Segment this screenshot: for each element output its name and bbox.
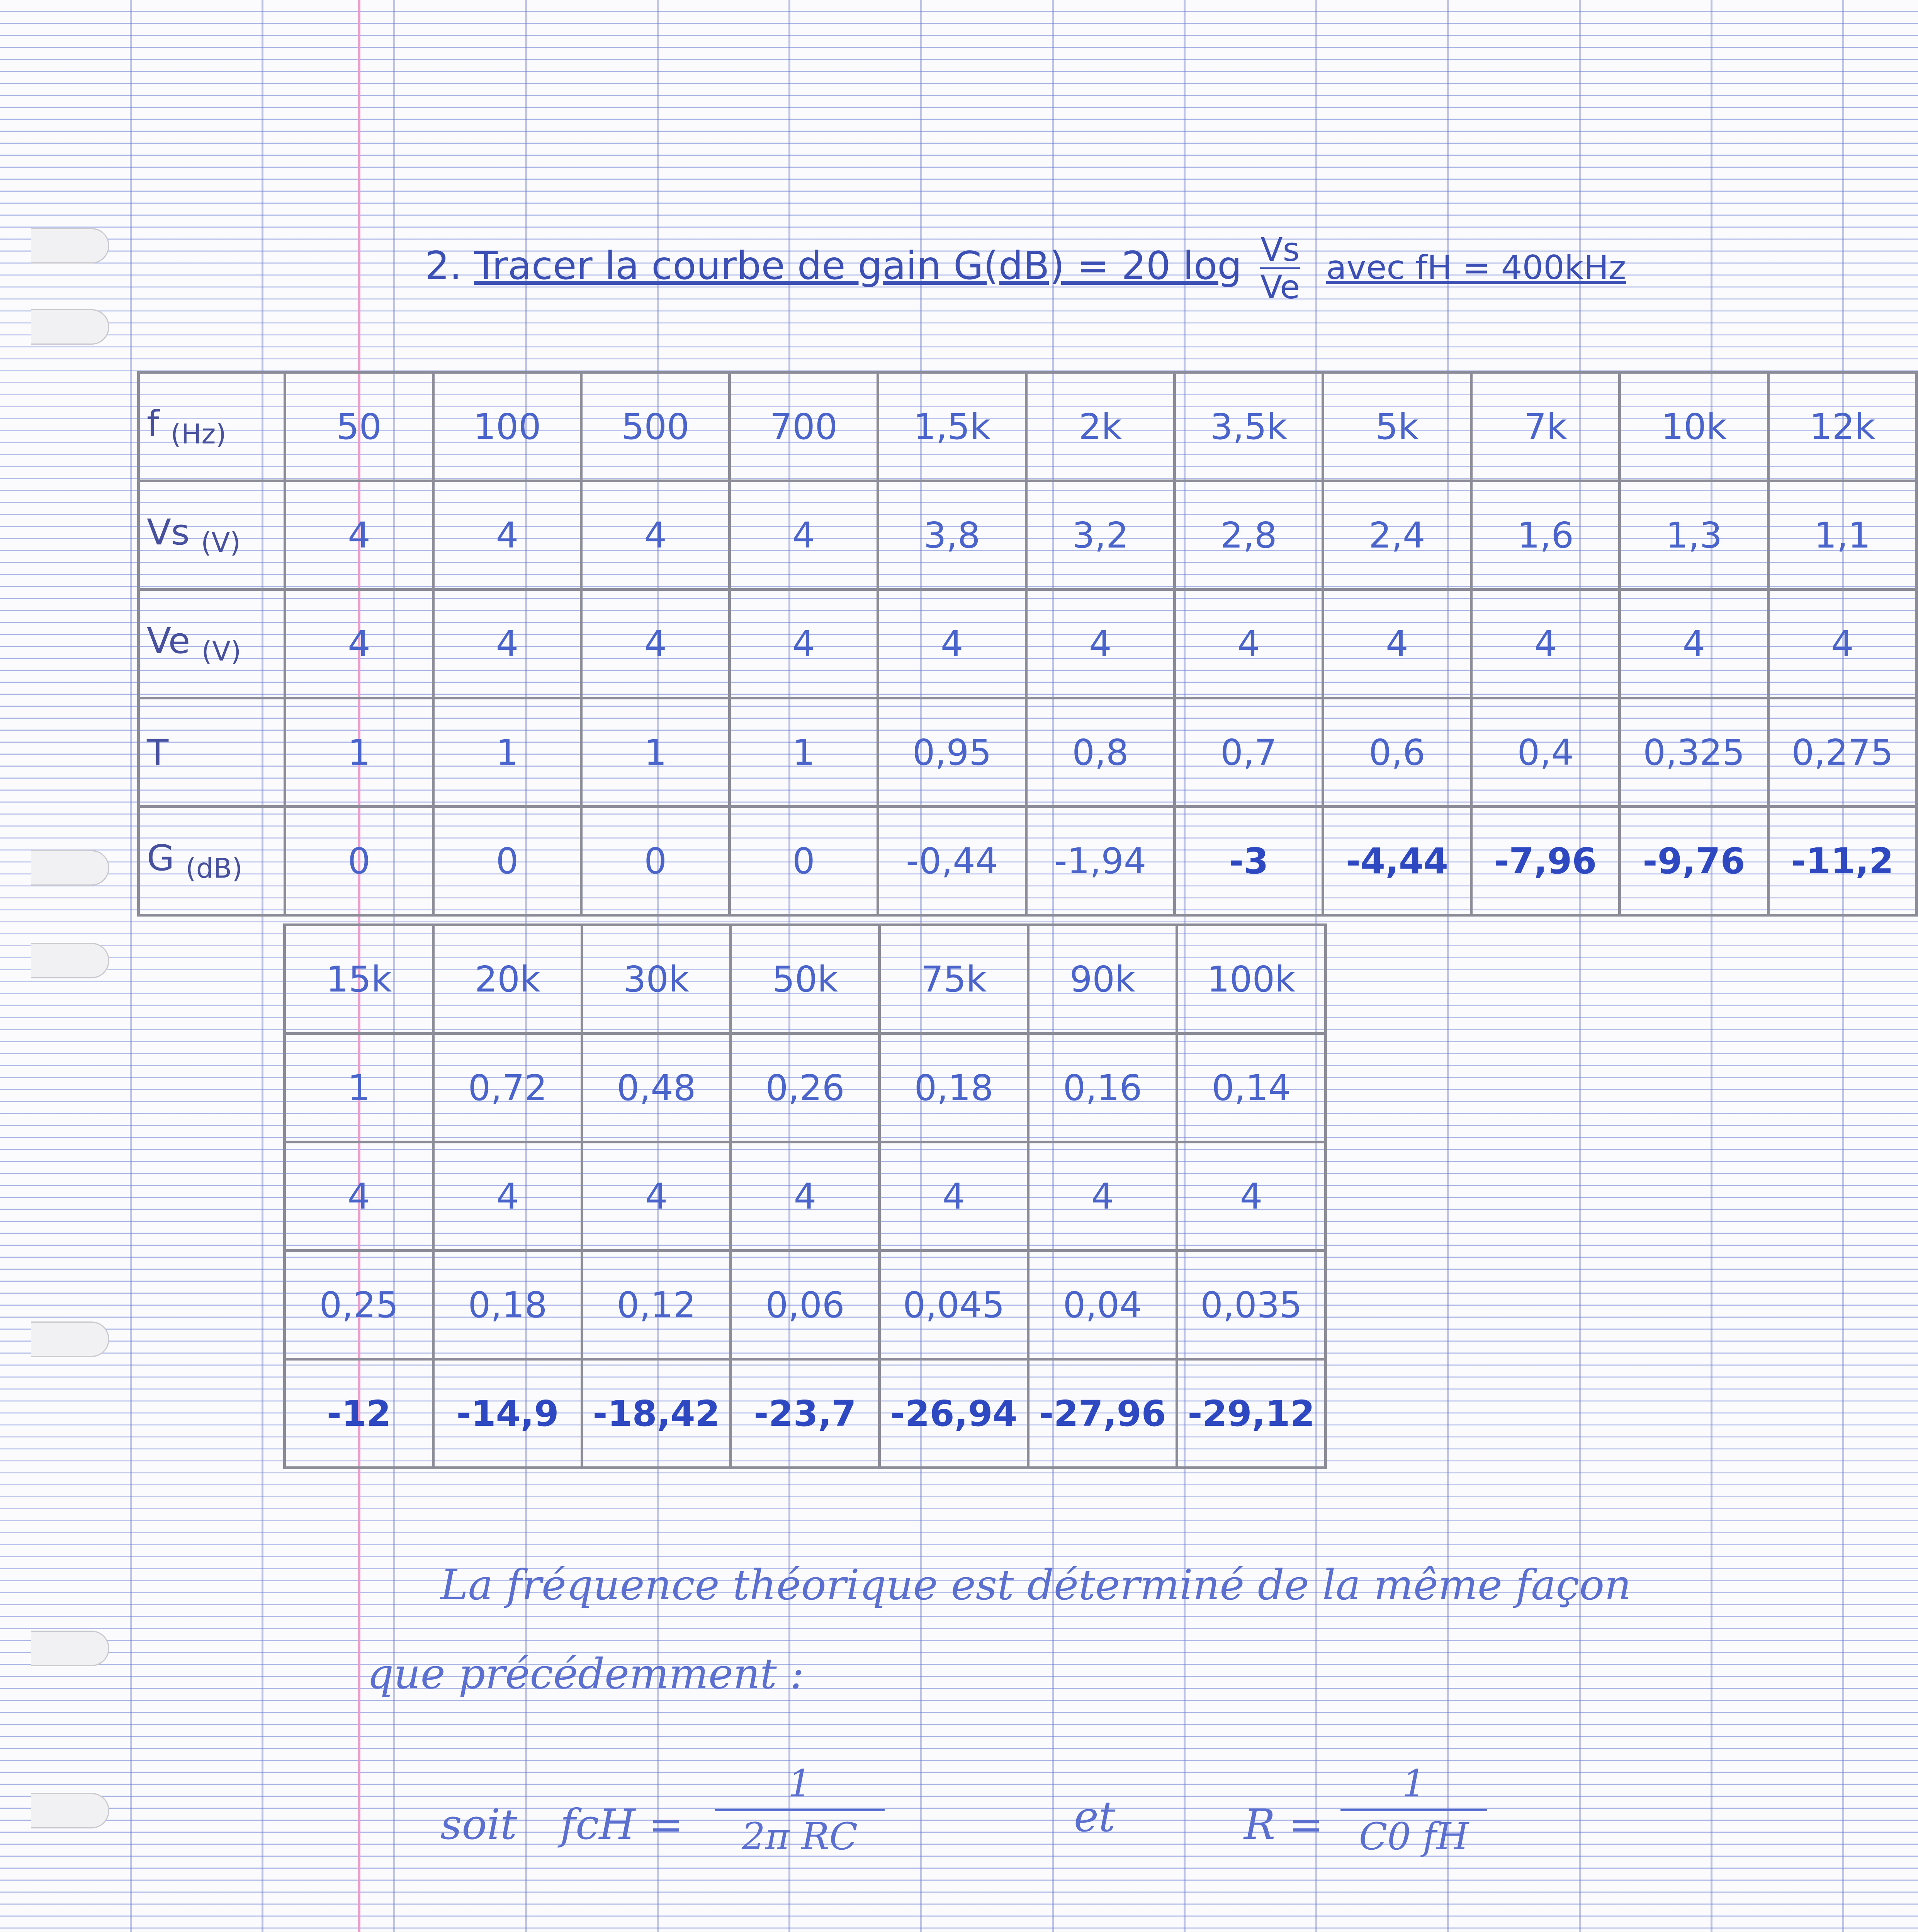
r-label: R = <box>1244 1801 1324 1849</box>
measurement-table-part2 <box>283 923 1327 1469</box>
table-cell: 4 <box>433 1142 582 1251</box>
row-label-t: T <box>139 698 285 807</box>
fraction-fch <box>715 1762 885 1858</box>
table-cell: -14,9 <box>433 1359 582 1468</box>
row-label-ve: Ve $_{(V)}$ <box>139 590 285 698</box>
table-cell: 0,7 <box>1174 698 1323 807</box>
table-cell: 0,25 <box>285 1251 433 1359</box>
table-cell: -9,76 <box>1620 807 1768 915</box>
table-cell: 0,72 <box>433 1034 582 1142</box>
table-cell: 4 <box>1028 1142 1177 1251</box>
table-row-vs <box>285 1034 1326 1142</box>
table-cell: 0,14 <box>1177 1034 1326 1142</box>
title-fraction-num: Vs <box>1260 232 1300 269</box>
table-cell: 4 <box>433 481 581 590</box>
binder-hole <box>31 228 109 264</box>
binder-hole <box>31 1793 109 1828</box>
sentence-line1: La fréquence théorique est déterminé de la même façon <box>440 1561 1631 1609</box>
table-cell: 1 <box>285 1034 433 1142</box>
table-cell: 0,04 <box>1028 1251 1177 1359</box>
binder-hole <box>31 309 109 345</box>
table-cell: 4 <box>1026 590 1174 698</box>
table-cell: -12 <box>285 1359 433 1468</box>
table-cell: 0,8 <box>1026 698 1174 807</box>
table-cell: 1 <box>433 698 581 807</box>
table-cell: 4 <box>1471 590 1620 698</box>
table-cell: 0,48 <box>582 1034 731 1142</box>
table-cell: 4 <box>433 590 581 698</box>
table-cell: 4 <box>285 1142 433 1251</box>
table-cell: 2,8 <box>1174 481 1323 590</box>
table-cell: 1,1 <box>1768 481 1916 590</box>
table-cell: 7k <box>1471 372 1620 481</box>
table-row-f <box>285 925 1326 1034</box>
table-cell: 4 <box>878 590 1026 698</box>
table-row-ve <box>139 590 1917 698</box>
table-cell: 0,6 <box>1323 698 1471 807</box>
table-cell: 4 <box>582 1142 731 1251</box>
table-cell: 15k <box>285 925 433 1034</box>
table-cell: 0,18 <box>880 1034 1028 1142</box>
table-cell: 0 <box>730 807 878 915</box>
table-cell: -18,42 <box>582 1359 731 1468</box>
table-cell: 1,3 <box>1620 481 1768 590</box>
table-cell: 4 <box>581 481 730 590</box>
table-cell: 0 <box>433 807 581 915</box>
fch-label: fcH = <box>560 1801 684 1849</box>
table-cell: 700 <box>730 372 878 481</box>
title-fraction <box>1260 232 1300 305</box>
table-row-ve <box>285 1142 1326 1251</box>
table-cell: 90k <box>1028 925 1177 1034</box>
table-cell: 3,5k <box>1174 372 1323 481</box>
table-cell: 4 <box>730 590 878 698</box>
table-cell: 4 <box>880 1142 1028 1251</box>
fraction-r-den: C0 fH <box>1359 1815 1469 1858</box>
table-cell: -7,96 <box>1471 807 1620 915</box>
table-cell: 4 <box>1620 590 1768 698</box>
table-cell: -27,96 <box>1028 1359 1177 1468</box>
binder-hole <box>31 1321 109 1357</box>
table-cell: 0,275 <box>1768 698 1916 807</box>
table-cell: 0,95 <box>878 698 1026 807</box>
table-cell: 1 <box>730 698 878 807</box>
table-cell: 5k <box>1323 372 1471 481</box>
table-cell: 100 <box>433 372 581 481</box>
table-cell: 0,4 <box>1471 698 1620 807</box>
table-cell: 0,12 <box>582 1251 731 1359</box>
table-row-t <box>285 1251 1326 1359</box>
table-cell: 3,2 <box>1026 481 1174 590</box>
table-cell: 4 <box>1323 590 1471 698</box>
table-cell: 4 <box>1174 590 1323 698</box>
table-cell: -26,94 <box>880 1359 1028 1468</box>
table-cell: 1 <box>285 698 433 807</box>
table-row-t <box>139 698 1917 807</box>
table-cell: 50 <box>285 372 433 481</box>
table-row-vs <box>139 481 1917 590</box>
fraction-r-num: 1 <box>1340 1762 1487 1811</box>
table-row-g <box>285 1359 1326 1468</box>
table-cell: -1,94 <box>1026 807 1174 915</box>
binder-hole <box>31 943 109 978</box>
fraction-fch-den: 2π RC <box>741 1815 858 1858</box>
table-cell: 10k <box>1620 372 1768 481</box>
table-cell: -11,2 <box>1768 807 1916 915</box>
sentence-line2: que précédemment : <box>367 1650 804 1698</box>
table-cell: 1,5k <box>878 372 1026 481</box>
table-cell: 4 <box>1768 590 1916 698</box>
table-cell: 0,06 <box>731 1251 880 1359</box>
table-cell: -29,12 <box>1177 1359 1326 1468</box>
fraction-fch-num: 1 <box>715 1762 885 1811</box>
table-cell: 100k <box>1177 925 1326 1034</box>
table-cell: 1,6 <box>1471 481 1620 590</box>
table-cell: 75k <box>880 925 1028 1034</box>
table-cell: -3 <box>1174 807 1323 915</box>
table-cell: 50k <box>731 925 880 1034</box>
row-label-f: f $_{(Hz)}$ <box>139 372 285 481</box>
et-label: et <box>1074 1793 1116 1841</box>
binder-hole <box>31 850 109 886</box>
row-label-vs: Vs $_{(V)}$ <box>139 481 285 590</box>
table-cell: 4 <box>285 481 433 590</box>
table-cell: 0,26 <box>731 1034 880 1142</box>
table-cell: 0,325 <box>1620 698 1768 807</box>
table-row-f <box>139 372 1917 481</box>
table-cell: 2k <box>1026 372 1174 481</box>
question-number: 2. <box>425 243 462 289</box>
table-cell: -0,44 <box>878 807 1026 915</box>
table-cell: 4 <box>581 590 730 698</box>
question-text: Tracer la courbe de gain G(dB) = 20 log <box>474 243 1242 289</box>
binder-hole <box>31 1631 109 1666</box>
table-cell: 3,8 <box>878 481 1026 590</box>
table-cell: 20k <box>433 925 582 1034</box>
table-cell: 4 <box>1177 1142 1326 1251</box>
table-cell: 4 <box>285 590 433 698</box>
table-cell: -4,44 <box>1323 807 1471 915</box>
measurement-table-part1 <box>137 371 1918 917</box>
table-cell: 1 <box>581 698 730 807</box>
table-cell: 0 <box>581 807 730 915</box>
table-cell: 4 <box>730 481 878 590</box>
table-cell: 12k <box>1768 372 1916 481</box>
table-cell: 2,4 <box>1323 481 1471 590</box>
table-cell: -23,7 <box>731 1359 880 1468</box>
question-title <box>425 232 1626 305</box>
table-cell: 0,18 <box>433 1251 582 1359</box>
table-cell: 500 <box>581 372 730 481</box>
soit-label: soit <box>440 1801 517 1849</box>
table-cell: 0 <box>285 807 433 915</box>
question-condition: avec fH = 400kHz <box>1326 248 1626 287</box>
table-row-g <box>139 807 1917 915</box>
table-cell: 0,035 <box>1177 1251 1326 1359</box>
table-cell: 0,045 <box>880 1251 1028 1359</box>
table-cell: 4 <box>731 1142 880 1251</box>
title-fraction-den: Ve <box>1260 268 1300 306</box>
row-label-g: G $_{(dB)}$ <box>139 807 285 915</box>
table-cell: 0,16 <box>1028 1034 1177 1142</box>
fraction-r <box>1340 1762 1487 1858</box>
table-cell: 30k <box>582 925 731 1034</box>
